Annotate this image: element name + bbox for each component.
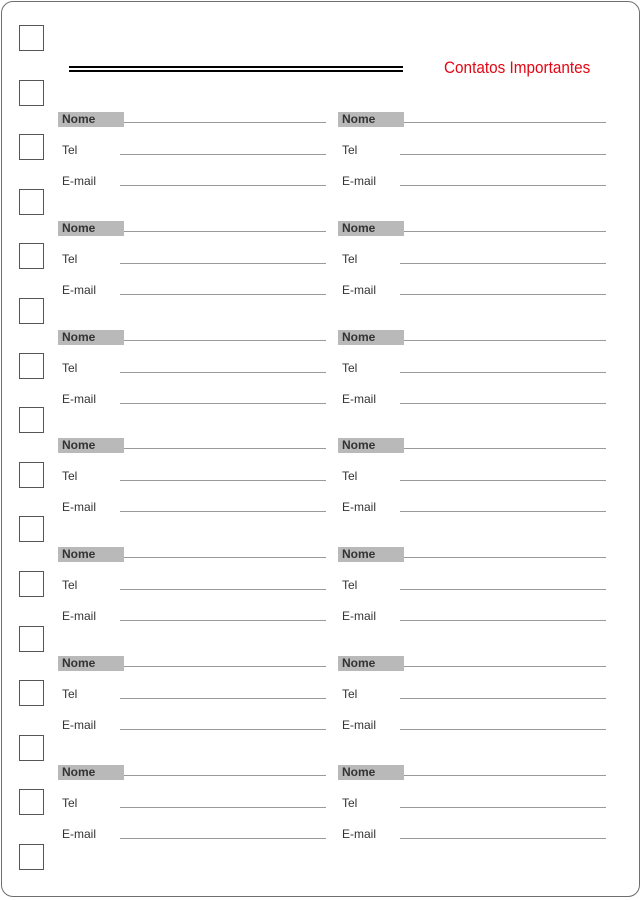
binder-hole xyxy=(19,462,44,488)
name-label: Nome xyxy=(338,221,404,236)
contact-card xyxy=(58,438,326,518)
tel-field[interactable] xyxy=(120,480,326,481)
email-field[interactable] xyxy=(120,403,326,404)
name-field[interactable] xyxy=(404,122,606,123)
binder-hole xyxy=(19,680,44,706)
name-label: Nome xyxy=(58,221,124,236)
tel-field[interactable] xyxy=(120,807,326,808)
tel-label: Tel xyxy=(62,578,78,593)
tel-field[interactable] xyxy=(400,480,606,481)
binder-hole xyxy=(19,243,44,269)
name-field[interactable] xyxy=(124,775,326,776)
contact-card xyxy=(58,221,326,301)
tel-label: Tel xyxy=(62,687,78,701)
title-double-rule xyxy=(69,66,403,72)
email-label: E-mail xyxy=(342,282,377,297)
email-field[interactable] xyxy=(400,511,606,512)
name-field[interactable] xyxy=(124,122,326,123)
name-label: Nome xyxy=(338,330,404,345)
tel-label: Tel xyxy=(62,469,78,484)
name-field[interactable] xyxy=(404,557,606,558)
binder-hole xyxy=(19,571,44,597)
contact-card xyxy=(58,656,326,736)
tel-label: Tel xyxy=(342,469,358,484)
tel-field[interactable] xyxy=(400,154,606,155)
binder-hole xyxy=(19,626,44,652)
email-field[interactable] xyxy=(120,729,326,730)
tel-field[interactable] xyxy=(120,589,326,590)
email-label: E-mail xyxy=(342,609,377,624)
name-label: Nome xyxy=(338,656,404,671)
email-field[interactable] xyxy=(120,294,326,295)
email-label: E-mail xyxy=(62,500,97,515)
tel-field[interactable] xyxy=(120,372,326,373)
contact-card xyxy=(338,765,606,845)
email-field[interactable] xyxy=(400,185,606,186)
name-field[interactable] xyxy=(404,666,606,667)
name-field[interactable] xyxy=(124,231,326,232)
tel-label: Tel xyxy=(342,795,358,810)
name-label: Nome xyxy=(58,112,124,127)
name-label: Nome xyxy=(58,765,124,780)
name-label: Nome xyxy=(58,547,124,562)
tel-field[interactable] xyxy=(400,263,606,264)
contact-card xyxy=(58,112,326,192)
tel-label: Tel xyxy=(342,143,358,157)
email-label: E-mail xyxy=(342,718,377,732)
name-label: Nome xyxy=(338,438,404,453)
tel-label: Tel xyxy=(62,360,78,375)
tel-label: Tel xyxy=(342,578,358,593)
tel-field[interactable] xyxy=(120,263,326,264)
email-label: E-mail xyxy=(342,826,377,841)
email-field[interactable] xyxy=(400,294,606,295)
name-field[interactable] xyxy=(124,666,326,667)
tel-field[interactable] xyxy=(400,807,606,808)
contact-card xyxy=(338,438,606,518)
name-label: Nome xyxy=(338,112,404,127)
name-field[interactable] xyxy=(124,557,326,558)
binder-hole xyxy=(19,134,44,160)
name-label: Nome xyxy=(338,547,404,562)
name-label: Nome xyxy=(58,330,124,345)
binder-hole xyxy=(19,189,44,215)
binder-hole xyxy=(19,844,44,870)
email-label: E-mail xyxy=(62,174,97,188)
name-field[interactable] xyxy=(404,448,606,449)
email-field[interactable] xyxy=(400,838,606,839)
tel-field[interactable] xyxy=(120,154,326,155)
tel-label: Tel xyxy=(342,251,358,266)
name-field[interactable] xyxy=(404,775,606,776)
tel-field[interactable] xyxy=(400,589,606,590)
email-field[interactable] xyxy=(400,729,606,730)
email-field[interactable] xyxy=(400,620,606,621)
contact-card xyxy=(338,330,606,410)
email-field[interactable] xyxy=(120,185,326,186)
binder-hole xyxy=(19,407,44,433)
name-field[interactable] xyxy=(124,448,326,449)
tel-label: Tel xyxy=(342,360,358,375)
name-field[interactable] xyxy=(404,340,606,341)
binder-hole xyxy=(19,298,44,324)
page-title: Contatos Importantes xyxy=(444,58,591,77)
contact-card xyxy=(338,221,606,301)
email-field[interactable] xyxy=(120,511,326,512)
tel-field[interactable] xyxy=(120,698,326,699)
email-label: E-mail xyxy=(62,826,97,841)
contact-card xyxy=(338,112,606,192)
binder-hole xyxy=(19,353,44,379)
tel-label: Tel xyxy=(342,687,358,701)
email-label: E-mail xyxy=(62,609,97,624)
binder-hole xyxy=(19,516,44,542)
email-field[interactable] xyxy=(120,838,326,839)
email-label: E-mail xyxy=(342,174,377,188)
contact-card xyxy=(58,765,326,845)
name-field[interactable] xyxy=(124,340,326,341)
email-label: E-mail xyxy=(342,500,377,515)
email-label: E-mail xyxy=(62,718,97,732)
binder-hole xyxy=(19,735,44,761)
contact-card xyxy=(58,547,326,627)
name-label: Nome xyxy=(58,656,124,671)
contact-card xyxy=(338,547,606,627)
email-field[interactable] xyxy=(120,620,326,621)
contact-card xyxy=(58,330,326,410)
name-label: Nome xyxy=(58,438,124,453)
tel-field[interactable] xyxy=(400,372,606,373)
binder-hole xyxy=(19,789,44,815)
tel-label: Tel xyxy=(62,251,78,266)
email-label: E-mail xyxy=(62,391,97,406)
binder-hole xyxy=(19,25,44,51)
tel-label: Tel xyxy=(62,143,78,157)
email-label: E-mail xyxy=(62,282,97,297)
tel-label: Tel xyxy=(62,795,78,810)
email-field[interactable] xyxy=(400,403,606,404)
name-label: Nome xyxy=(338,765,404,780)
contact-card xyxy=(338,656,606,736)
name-field[interactable] xyxy=(404,231,606,232)
tel-field[interactable] xyxy=(400,698,606,699)
email-label: E-mail xyxy=(342,391,377,406)
binder-hole xyxy=(19,80,44,106)
